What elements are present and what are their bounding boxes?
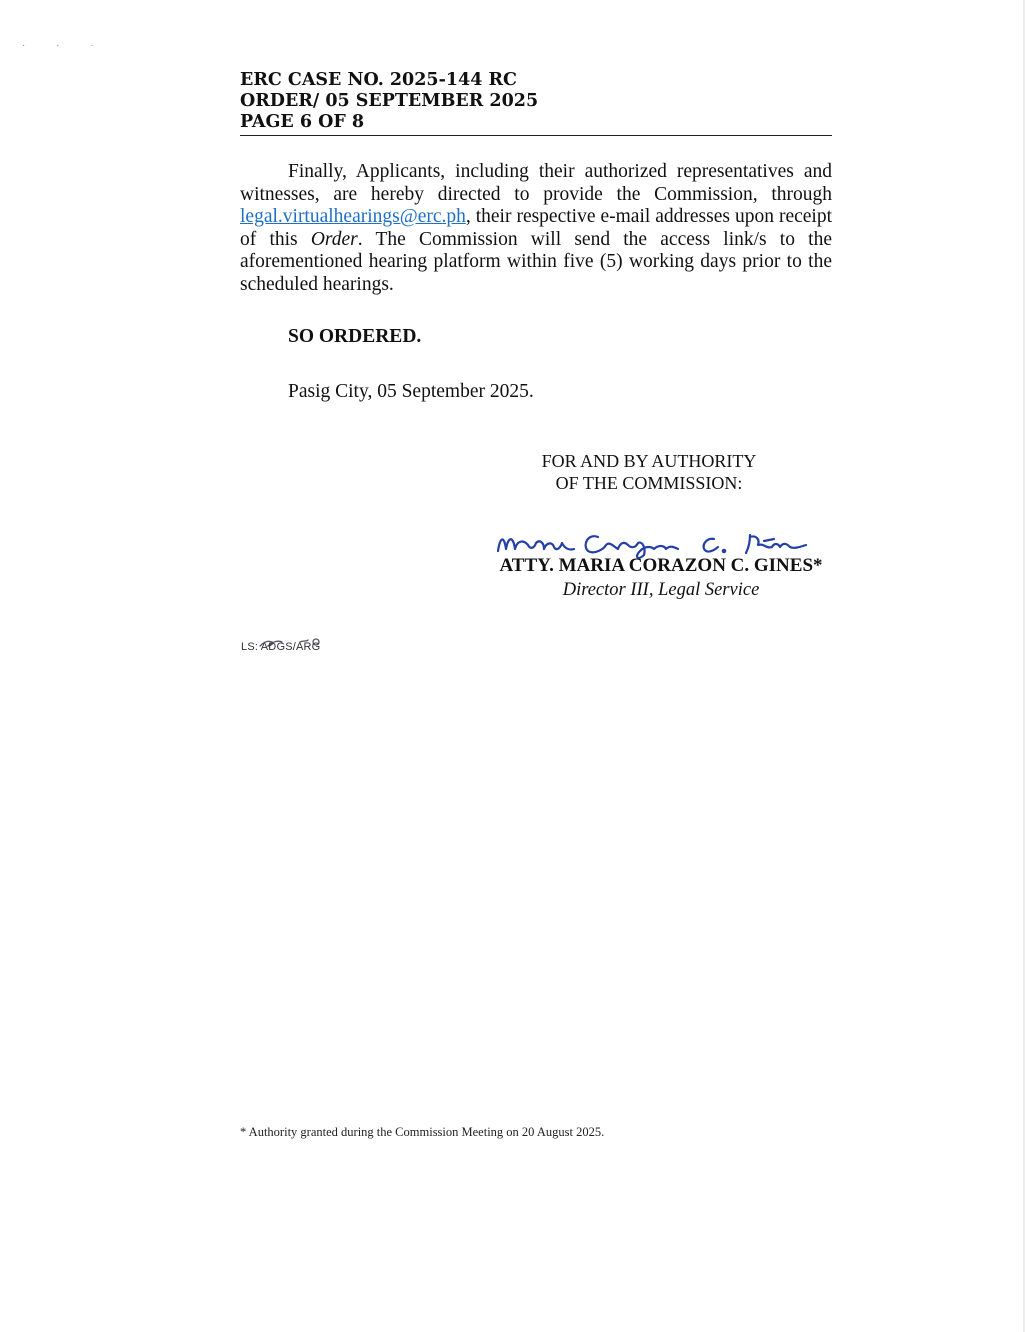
authority-line-2: OF THE COMMISSION:	[555, 473, 743, 493]
place-date: Pasig City, 05 September 2025.	[288, 381, 534, 402]
signatory-name: ATTY. MARIA CORAZON C. GINES*	[499, 555, 823, 576]
authority-line-1: FOR AND BY AUTHORITY	[541, 451, 757, 471]
page-number: PAGE 6 OF 8	[240, 112, 365, 132]
initials-code: LS: ADGS/ARG	[241, 641, 321, 653]
authority-block	[504, 450, 794, 494]
order-word: Order	[310, 228, 358, 250]
footnote: * Authority granted during the Commission Meeting on 20 August 2025.	[240, 1125, 605, 1139]
case-number: ERC CASE NO. 2025-144 RC	[240, 70, 517, 90]
case-header	[240, 70, 832, 136]
signatory-title: Director III, Legal Service	[562, 580, 760, 600]
body-paragraph	[240, 161, 832, 296]
body-text-1: Finally, Applicants, including their authorized representatives and witnesses, are hereby directed to provide the Commission, through	[240, 161, 832, 205]
so-ordered: SO ORDERED.	[288, 326, 422, 347]
body-text-2: , their respective e-mail addresses upon receipt of this	[240, 206, 832, 250]
body-text-3: . The Commission will send the access link/s to the aforementioned hearing platform within five (5) working days prior to the scheduled hearings.	[240, 228, 832, 295]
scan-artifact: · · ·	[22, 40, 108, 51]
order-date: ORDER/ 05 SEPTEMBER 2025	[240, 91, 539, 111]
email-link[interactable]: legal.virtualhearings@erc.ph	[240, 206, 466, 227]
